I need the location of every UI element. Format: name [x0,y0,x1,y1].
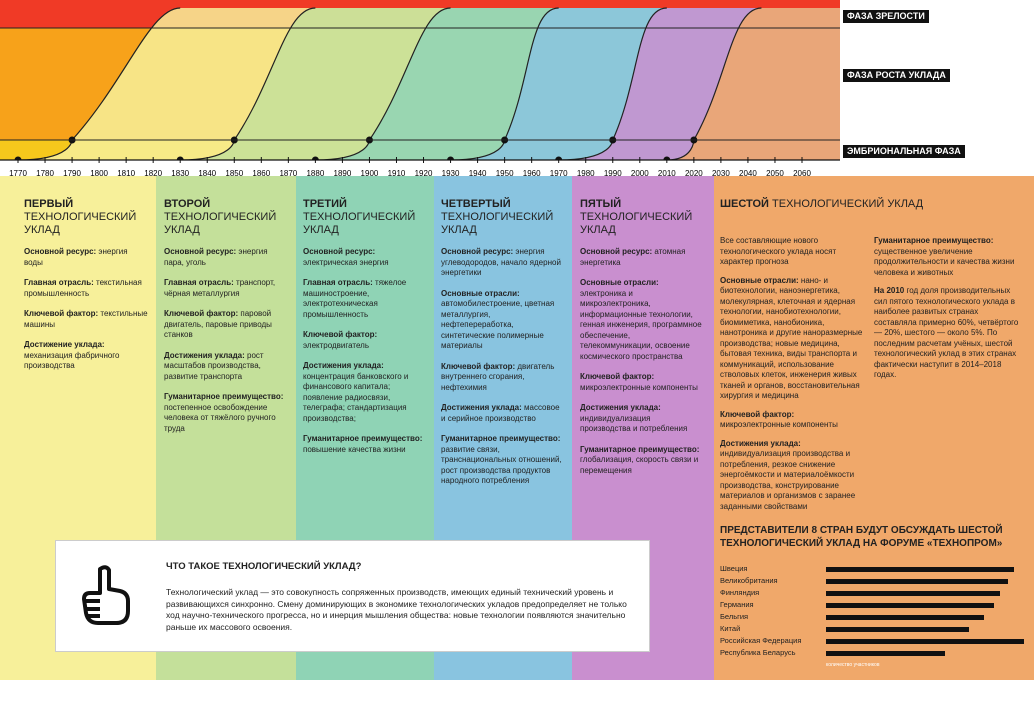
year-label: 1970 [549,169,568,178]
country-bar [826,627,969,632]
year-label: 1930 [441,169,460,178]
year-label: 2020 [684,169,703,178]
year-label: 2030 [711,169,730,178]
year-label: 2000 [630,169,649,178]
country-name: Великобритания [720,576,778,585]
country-bar [826,651,945,656]
country-name: Финляндия [720,588,760,597]
mode-6-title: ШЕСТОЙ ТЕХНОЛОГИЧЕСКИЙ УКЛАД [720,198,924,210]
phase-embryonic-label: ЭМБРИОНАЛЬНАЯ ФАЗА [843,145,965,158]
year-label: 1850 [225,169,244,178]
year-label: 1820 [144,169,163,178]
year-label: 1790 [63,169,81,178]
year-label: 1920 [414,169,433,178]
year-label: 1900 [360,169,379,178]
definition-title: ЧТО ТАКОЕ ТЕХНОЛОГИЧЕСКИЙ УКЛАД? [166,561,362,572]
country-bar [826,603,994,608]
mode-title: ЧЕТВЕРТЫЙ ТЕХНОЛОГИЧЕСКИЙ УКЛАД [441,198,554,236]
year-label: 1950 [495,169,514,178]
year-label: 2010 [657,169,676,178]
country-row [720,612,1030,622]
mode-6-column [720,198,1030,511]
definition-text: Технологический уклад — это совокупность сопряженных производств, имеющих единый технический уровень и развивающихся синхронно. Смену доминирующих в экономике технологических укладов предопределяет не только ход научно-технического прогресса, но и инерция мышления общества: новые технологии появляются значительно раньше их массового освоения. [166,587,627,632]
pointing-hand-icon [76,565,138,627]
country-bar [826,591,1000,596]
country-name: Бельгия [720,612,749,621]
country-bar [826,639,1024,644]
year-label: 1770 [9,169,27,178]
country-row [720,564,1030,574]
mode-4-column: ЧЕТВЕРТЫЙ ТЕХНОЛОГИЧЕСКИЙ УКЛАД Основной ресурс: энергия углеводородов, начало ядерной энергетики Основные отрасли: автомобилестроение, цветная металлургия, нефтепереработка, синтетические полимерные материалы Ключевой фактор: двигатель внутреннего сгорания, нефтехимия Достижения уклада: массовое и серийное производство Гуманитарное преимущество: развитие связи, транснациональных отношений, рост производства продуктов народного потребления [441,198,571,487]
phase-maturity-label: ФАЗА ЗРЕЛОСТИ [843,10,929,23]
mode-5-column: ПЯТЫЙ ТЕХНОЛОГИЧЕСКИЙ УКЛАД Основной ресурс: атомная энергетика Основные отрасли: электроника и микроэлектроника, информационные технологии, генная инженерия, программное обеспечение, телекоммуникации, освоение космического пространства Ключевой фактор: микроэлектронные компоненты Достижения уклада: индивидуализация производства и потребления Гуманитарное преимущество: глобализация, скорость связи и перемещения [580,198,702,475]
country-name: Российская Федерация [720,636,802,645]
country-row [720,648,1030,658]
country-name: Швеция [720,564,748,573]
year-label: 1940 [468,169,487,178]
mode-6-right-text: Гуманитарное преимущество: существенное увеличение продолжительности и качества жизни человека и животных На 2010 год доля производительных сил пятого технологического уклада в наиболее развитых странах составляла примерно 60%, четвёртого — 20%, шестого — около 5%. По последним расчетам учёных, шестой технологический уклад в этих странах фактически наступит в 2014–2018 годах. [874,236,1019,379]
year-label: 2040 [739,169,757,178]
forum-section [720,524,1030,668]
mode-3-column: ТРЕТИЙ ТЕХНОЛОГИЧЕСКИЙ УКЛАД Основной ресурс: электрическая энергия Главная отрасль: тяжелое машиностроение, электротехническая промышленность Ключевой фактор: электродвигатель Достижения уклада: концентрация банковского и финансового капитала; появление радиосвязи, телеграфа; стандартизация производства; Гуманитарное преимущество: повышение качества жизни [303,198,433,455]
country-bar [826,567,1014,572]
year-label: 2050 [766,169,784,178]
count-axis-label: количество участников [826,662,880,668]
definition-box [55,540,650,652]
year-label: 1860 [252,169,271,178]
country-row [720,600,1030,610]
year-label: 1910 [387,169,406,178]
country-row [720,636,1030,646]
year-label: 1890 [333,169,352,178]
mode-6-left-text: Все составляющие нового технологического уклада носят характер прогноза Основные отрасли: нано- и биотехнологии, наноэнергетика, молекулярная, клеточная и ядерная технологии, нанобиотехнологии, биомиметика, нанобионика, нанотроника и другие наноразмерные производства; новые медицина, бытовая техника, виды транспорта и коммуникаций, использование стволовых клеток, инженерия живых тканей и органов, восстановительная хирургия и медицина Ключевой фактор: микроэлектронные компоненты Достижения уклада: индивидуализация производства и потребления, резкое снижение энергоёмкости и материалоёмкости производства, конструирование материалов и организмов с заранее заданными свойствами [720,236,863,511]
country-row [720,576,1030,586]
phase-growth-label: ФАЗА РОСТА УКЛАДА [843,69,950,82]
mode-title: ВТОРОЙ ТЕХНОЛОГИЧЕСКИЙ УКЛАД [164,198,277,236]
year-label: 1840 [198,169,217,178]
year-label: 1800 [90,169,109,178]
year-label: 1870 [279,169,298,178]
country-row [720,588,1030,598]
year-label: 1990 [603,169,622,178]
mode-title: ТРЕТИЙ ТЕХНОЛОГИЧЕСКИЙ УКЛАД [303,198,416,236]
country-bar [826,579,1008,584]
country-name: Германия [720,600,754,609]
year-label: 1960 [522,169,541,178]
country-name: Республика Беларусь [720,648,796,657]
mode-1-column: ПЕРВЫЙ ТЕХНОЛОГИЧЕСКИЙ УКЛАД Основной ресурс: энергия воды Главная отрасль: текстильная промышленность Ключевой фактор: текстильные машины Достижение уклада: механизация фабричного производства [24,198,148,370]
forum-title: ПРЕДСТАВИТЕЛИ 8 СТРАН БУДУТ ОБСУЖДАТЬ ШЕСТОЙ ТЕХНОЛОГИЧЕСКИЙ УКЛАД НА ФОРУМЕ «ТЕХНОПРОМ» [720,525,1003,549]
mode-title: ПЕРВЫЙ ТЕХНОЛОГИЧЕСКИЙ УКЛАД [24,198,137,236]
country-name: Китай [720,624,741,633]
year-label: 2060 [793,169,811,178]
year-label: 1810 [117,169,136,178]
country-row [720,624,1030,634]
mode-2-column: ВТОРОЙ ТЕХНОЛОГИЧЕСКИЙ УКЛАД Основной ресурс: энергия пара, уголь Главная отрасль: транспорт, чёрная металлургия Ключевой фактор: паровой двигатель, паровые приводы станков Достижения уклада: рост масштабов производства, развитие транспорта Гуманитарное преимущество: постепенное освобождение человека от тяжёлого ручного труда [164,198,294,434]
mode-title: ПЯТЫЙ ТЕХНОЛОГИЧЕСКИЙ УКЛАД [580,198,693,236]
year-label: 1980 [576,169,595,178]
country-bar [826,615,984,620]
year-label: 1780 [36,169,54,178]
year-label: 1830 [171,169,190,178]
year-label: 1880 [306,169,325,178]
